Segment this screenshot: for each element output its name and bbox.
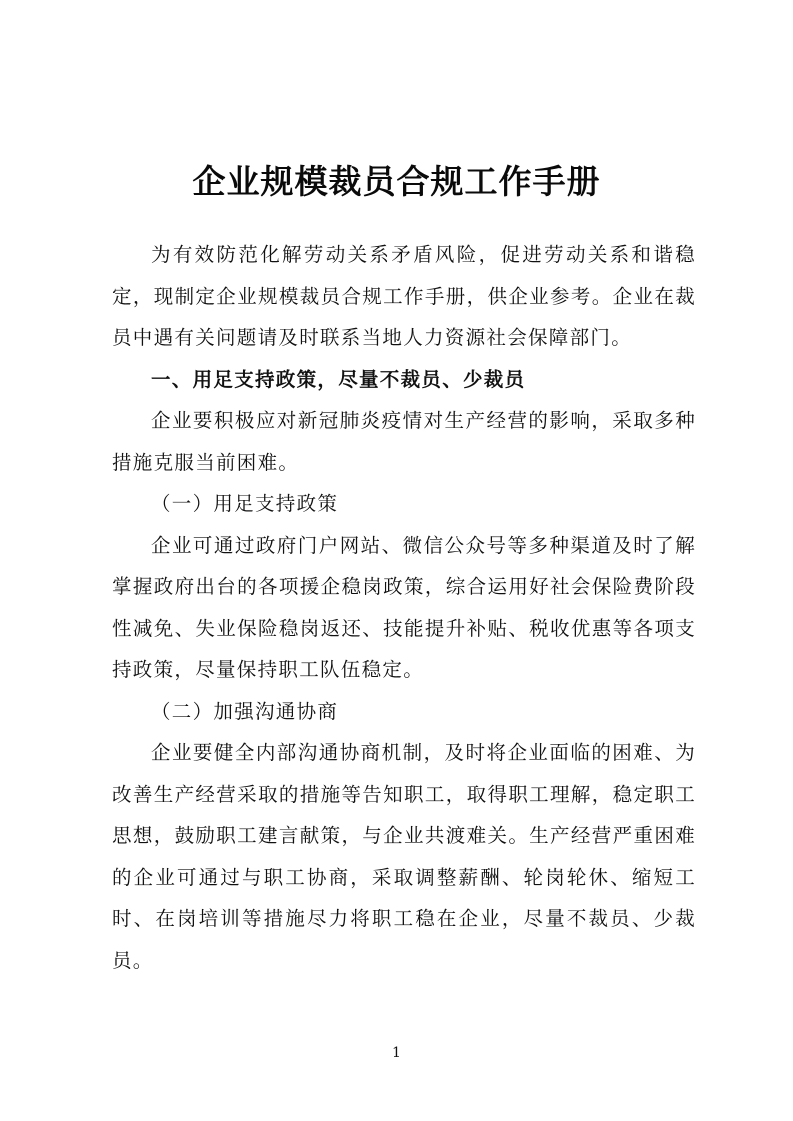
subsection-2-heading: （二）加强沟通协商 bbox=[151, 699, 339, 723]
section-1-paragraph: 企业要积极应对新冠肺炎疫情对生产经营的影响，采取多种措施克服当前困难。 bbox=[112, 409, 696, 474]
page-number: 1 bbox=[392, 1045, 401, 1061]
subsection-1-paragraph: 企业可通过政府门户网站、微信公众号等多种渠道及时了解掌握政府出台的各项援企稳岗政策，综合运用好社会保险费阶段性减免、失业保险稳岗返还、技能提升补贴、税收优惠等各项支持政策，尽量保持职工队伍稳定。 bbox=[112, 533, 696, 681]
subsection-2-paragraph: 企业要健全内部沟通协商机制，及时将企业面临的困难、为改善生产经营采取的措施等告知职工，取得职工理解，稳定职工思想，鼓励职工建言献策，与企业共渡难关。生产经营严重困难的企业可通过与职工协商，采取调整薪酬、轮岗轮休、缩短工时、在岗培训等措施尽力将职工稳在企业，尽量不裁员、少裁员。 bbox=[112, 741, 696, 972]
section-1-heading: 一、用足支持政策，尽量不裁员、少裁员 bbox=[151, 367, 526, 391]
subsection-1-heading: （一）用足支持政策 bbox=[151, 492, 339, 515]
document-body bbox=[112, 234, 696, 981]
intro-paragraph: 为有效防范化解劳动关系矛盾风险，促进劳动关系和谐稳定，现制定企业规模裁员合规工作手册，供企业参考。企业在裁员中遇有关问题请及时联系当地人力资源社会保障部门。 bbox=[112, 243, 696, 349]
document-title: 企业规模裁员合规工作手册 bbox=[192, 162, 601, 202]
